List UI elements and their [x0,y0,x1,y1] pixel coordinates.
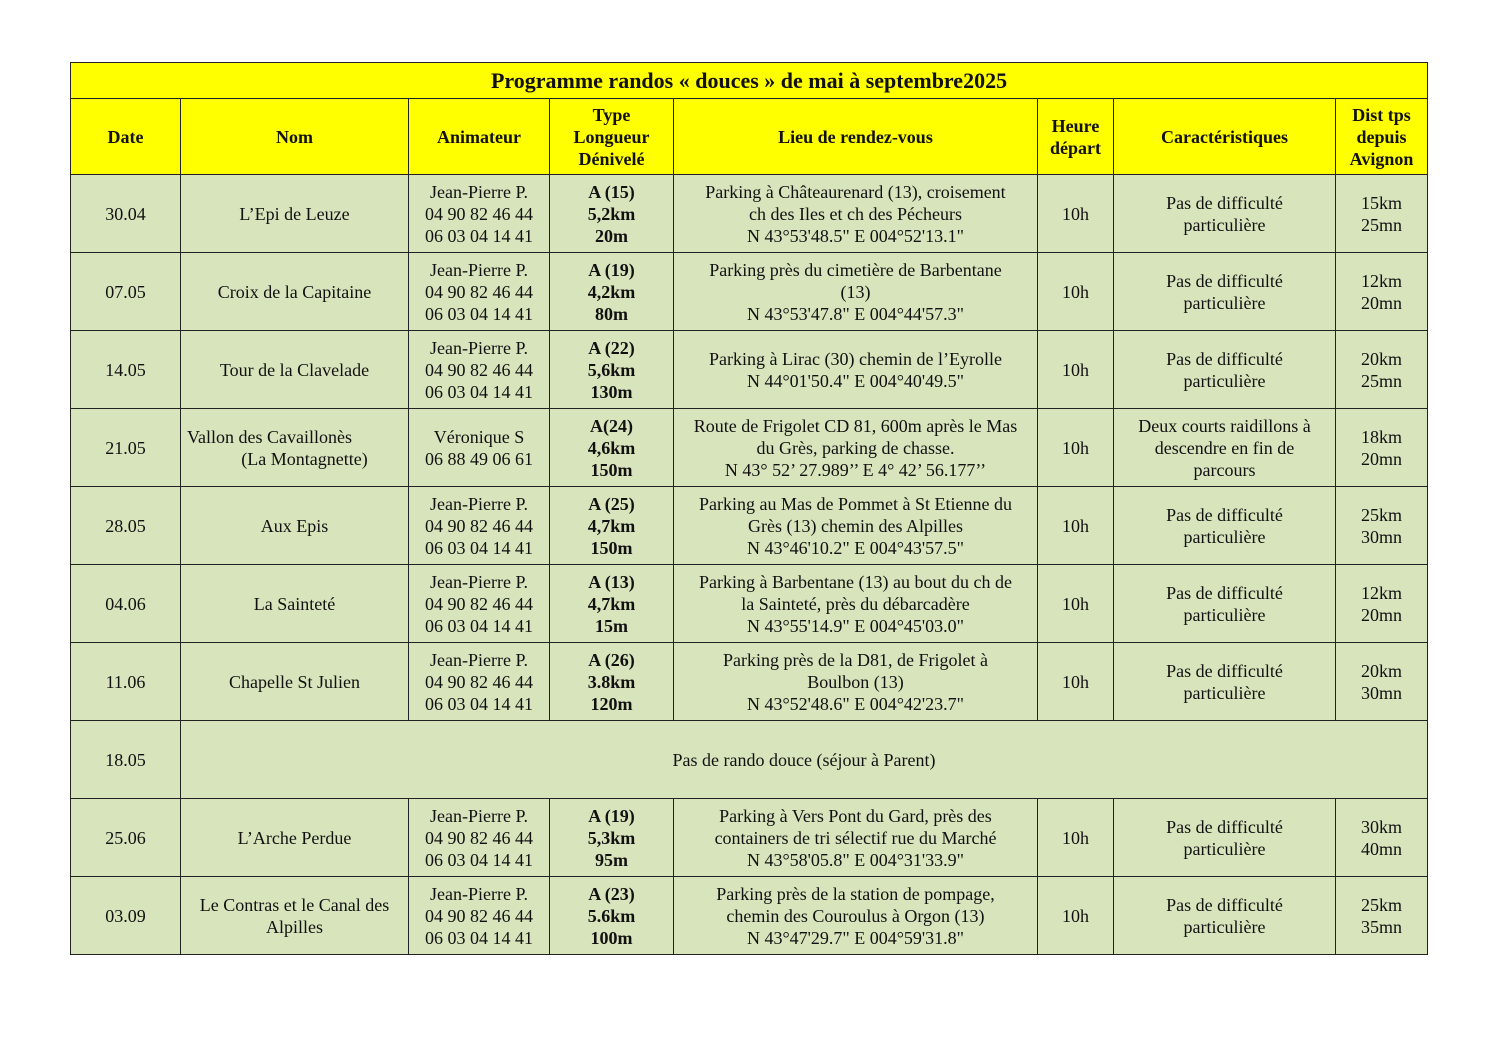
cell-lieu-line: N 44°01'50.4" E 004°40'49.5" [746,370,965,391]
cell-animateur-line: 06 03 04 14 41 [425,615,533,636]
cell-type-line: A(24) [590,415,633,436]
cell-type-line: A (23) [588,883,635,904]
cell-animateur-line: Jean-Pierre P. [430,259,528,280]
cell-date: 07.05 [71,253,181,331]
cell-animateur-line: Jean-Pierre P. [430,649,528,670]
header-heure-line: Heure [1051,115,1100,136]
cell-lieu-line: du Grès, parking de chasse. [756,437,955,458]
header-heure [1038,99,1114,175]
cell-type [550,487,674,565]
cell-caracteristiques [1114,565,1336,643]
header-nom: Nom [181,99,409,175]
cell-dist-line: 25mn [1361,370,1403,391]
table-row [71,331,1428,409]
cell-dist [1336,175,1428,253]
table-row [71,721,1428,799]
cell-lieu-line: N 43° 52’ 27.989’’ E 4° 42’ 56.177’’ [724,459,987,480]
cell-dist-line: 20mn [1361,448,1403,469]
header-dist-line: depuis [1356,126,1407,147]
cell-caracteristiques-line: Pas de difficulté [1166,660,1283,681]
cell-caracteristiques-line: particulière [1183,292,1266,313]
cell-dist-line: 25km [1361,894,1403,915]
cell-animateur [409,409,550,487]
cell-lieu-line: N 43°52'48.6" E 004°42'23.7" [746,693,965,714]
cell-animateur [409,565,550,643]
cell-lieu [674,565,1038,643]
cell-dist [1336,799,1428,877]
cell-lieu-line: N 43°53'47.8" E 004°44'57.3" [746,303,965,324]
cell-animateur-line: 06 03 04 14 41 [425,303,533,324]
cell-dist [1336,331,1428,409]
cell-date: 25.06 [71,799,181,877]
cell-lieu [674,643,1038,721]
cell-dist [1336,253,1428,331]
cell-date: 30.04 [71,175,181,253]
header-type-line: Longueur [573,126,650,147]
cell-merged-note: Pas de rando douce (séjour à Parent) [181,721,1428,799]
cell-animateur-line: 06 03 04 14 41 [425,225,533,246]
cell-nom-line: Alpilles [266,916,323,937]
cell-lieu-line: N 43°55'14.9" E 004°45'03.0" [746,615,965,636]
cell-dist-line: 18km [1361,426,1403,447]
table-row [71,643,1428,721]
cell-caracteristiques-line: particulière [1183,682,1266,703]
cell-type-line: A (26) [588,649,635,670]
cell-animateur [409,331,550,409]
cell-nom [181,253,409,331]
cell-caracteristiques-line: particulière [1183,604,1266,625]
table-row [71,253,1428,331]
cell-animateur-line: 06 03 04 14 41 [425,381,533,402]
cell-type-line: 100m [590,927,633,948]
cell-animateur-line: Jean-Pierre P. [430,493,528,514]
header-type-line: Type [592,104,631,125]
cell-animateur [409,643,550,721]
cell-nom [181,643,409,721]
header-date: Date [71,99,181,175]
cell-animateur-line: Véronique S [433,426,525,447]
cell-lieu-line: N 43°46'10.2" E 004°43'57.5" [746,537,965,558]
table-row [71,175,1428,253]
cell-heure: 10h [1038,799,1114,877]
cell-heure: 10h [1038,643,1114,721]
cell-nom [181,331,409,409]
cell-caracteristiques-line: Pas de difficulté [1166,582,1283,603]
cell-animateur-line: 06 03 04 14 41 [425,537,533,558]
cell-animateur [409,487,550,565]
cell-animateur-line: Jean-Pierre P. [430,337,528,358]
cell-type-line: A (13) [588,571,635,592]
cell-caracteristiques-line: Pas de difficulté [1166,504,1283,525]
cell-animateur-line: Jean-Pierre P. [430,883,528,904]
cell-caracteristiques [1114,175,1336,253]
cell-caracteristiques-line: particulière [1183,916,1266,937]
cell-type-line: A (19) [588,259,635,280]
cell-nom-line: Tour de la Clavelade [219,359,370,380]
cell-caracteristiques-line: Pas de difficulté [1166,816,1283,837]
cell-lieu-line: la Sainteté, près du débarcadère [741,593,970,614]
cell-lieu-line: Parking à Châteaurenard (13), croisement [705,181,1006,202]
cell-animateur [409,799,550,877]
cell-lieu-line: Parking près de la D81, de Frigolet à [723,649,988,670]
cell-lieu [674,487,1038,565]
cell-heure: 10h [1038,175,1114,253]
cell-nom [181,175,409,253]
cell-date: 28.05 [71,487,181,565]
cell-lieu-line: N 43°53'48.5" E 004°52'13.1" [746,225,965,246]
cell-animateur-line: 04 90 82 46 44 [425,515,533,536]
cell-caracteristiques-line: Pas de difficulté [1166,894,1283,915]
cell-caracteristiques-line: Deux courts raidillons à [1138,415,1311,436]
cell-date: 11.06 [71,643,181,721]
programme-table [70,62,1428,955]
cell-animateur-line: 06 03 04 14 41 [425,849,533,870]
cell-lieu-line: (13) [840,281,871,302]
cell-animateur-line: 04 90 82 46 44 [425,203,533,224]
cell-type-line: 5,2km [587,203,636,224]
cell-type-line: A (25) [588,493,635,514]
cell-lieu-line: containers de tri sélectif rue du Marché [714,827,997,848]
cell-type [550,409,674,487]
cell-dist-line: 25km [1361,504,1403,525]
cell-dist [1336,487,1428,565]
cell-heure: 10h [1038,487,1114,565]
cell-lieu-line: Parking au Mas de Pommet à St Etienne du [699,493,1012,514]
cell-nom-line: L’Arche Perdue [237,827,352,848]
cell-caracteristiques-line: Pas de difficulté [1166,192,1283,213]
cell-dist-line: 40mn [1361,838,1403,859]
header-heure-line: départ [1050,137,1101,158]
cell-caracteristiques-line: parcours [1193,459,1256,480]
cell-dist-line: 25mn [1361,214,1403,235]
cell-caracteristiques [1114,877,1336,955]
header-caracteristiques: Caractéristiques [1114,99,1336,175]
cell-lieu-line: Grès (13) chemin des Alpilles [748,515,963,536]
cell-lieu-line: Parking près du cimetière de Barbentane [709,259,1002,280]
table-row [71,877,1428,955]
cell-lieu [674,175,1038,253]
cell-type-line: 5.6km [587,905,636,926]
cell-type-line: 4,6km [587,437,636,458]
header-type-line: Dénivelé [578,148,645,169]
cell-animateur-line: 06 03 04 14 41 [425,693,533,714]
cell-type-line: 120m [590,693,633,714]
table-title: Programme randos « douces » de mai à septembre2025 [71,63,1428,99]
table-row [71,409,1428,487]
cell-animateur-line: Jean-Pierre P. [430,571,528,592]
cell-nom-line: Croix de la Capitaine [217,281,372,302]
cell-type-line: A (19) [588,805,635,826]
cell-dist-line: 20mn [1361,604,1403,625]
cell-heure: 10h [1038,331,1114,409]
cell-caracteristiques [1114,409,1336,487]
cell-lieu-line: Parking à Barbentane (13) au bout du ch de [699,571,1012,592]
cell-caracteristiques [1114,253,1336,331]
table-row [71,799,1428,877]
cell-caracteristiques [1114,487,1336,565]
cell-dist [1336,877,1428,955]
cell-nom [181,565,409,643]
cell-dist-line: 12km [1361,582,1403,603]
cell-type-line: 95m [595,849,628,870]
cell-lieu [674,877,1038,955]
cell-lieu [674,799,1038,877]
cell-nom-line: Le Contras et le Canal des [199,894,390,915]
title-row [71,63,1428,99]
cell-dist-line: 20mn [1361,292,1403,313]
table-body [71,175,1428,955]
cell-animateur [409,175,550,253]
cell-caracteristiques-line: Pas de difficulté [1166,348,1283,369]
cell-type [550,565,674,643]
cell-type-line: 130m [590,381,633,402]
cell-caracteristiques [1114,331,1336,409]
cell-date: 21.05 [71,409,181,487]
header-type [550,99,674,175]
cell-animateur [409,253,550,331]
cell-type-line: 5,6km [587,359,636,380]
cell-dist [1336,565,1428,643]
cell-lieu-line: Boulbon (13) [807,671,904,692]
table-row [71,565,1428,643]
cell-animateur-line: Jean-Pierre P. [430,805,528,826]
cell-date: 14.05 [71,331,181,409]
cell-date: 03.09 [71,877,181,955]
cell-dist-line: 20km [1361,348,1403,369]
cell-lieu-line: N 43°58'05.8" E 004°31'33.9" [746,849,965,870]
cell-heure: 10h [1038,565,1114,643]
cell-nom-line: La Sainteté [253,593,336,614]
cell-lieu-line: Parking à Vers Pont du Gard, près des [719,805,992,826]
cell-animateur-line: 04 90 82 46 44 [425,359,533,380]
cell-caracteristiques-line: descendre en fin de [1154,437,1295,458]
cell-nom [181,487,409,565]
cell-animateur-line: 04 90 82 46 44 [425,281,533,302]
cell-type-line: 20m [595,225,628,246]
cell-nom-line: L’Epi de Leuze [239,203,350,224]
cell-nom-line: (La Montagnette) [241,448,368,469]
cell-animateur [409,877,550,955]
cell-type [550,175,674,253]
cell-type-line: 4,7km [587,593,636,614]
cell-type-line: 5,3km [587,827,636,848]
cell-lieu [674,253,1038,331]
cell-lieu-line: ch des Iles et ch des Pécheurs [749,203,962,224]
table-row [71,487,1428,565]
cell-nom-line: Vallon des Cavaillonès [187,426,352,447]
cell-caracteristiques-line: particulière [1183,370,1266,391]
cell-dist-line: 15km [1361,192,1403,213]
cell-animateur-line: 04 90 82 46 44 [425,593,533,614]
cell-date: 04.06 [71,565,181,643]
cell-type-line: 15m [595,615,628,636]
cell-animateur-line: 04 90 82 46 44 [425,827,533,848]
cell-lieu [674,331,1038,409]
header-dist-line: Avignon [1349,148,1414,169]
cell-dist-line: 35mn [1361,916,1403,937]
cell-dist [1336,409,1428,487]
cell-date: 18.05 [71,721,181,799]
cell-lieu-line: Parking à Lirac (30) chemin de l’Eyrolle [709,348,1002,369]
cell-type-line: A (22) [588,337,635,358]
cell-caracteristiques-line: Pas de difficulté [1166,270,1283,291]
header-dist [1336,99,1428,175]
header-row [71,99,1428,175]
cell-type [550,331,674,409]
cell-type [550,799,674,877]
header-animateur: Animateur [409,99,550,175]
cell-lieu-line: Route de Frigolet CD 81, 600m après le Mas [693,415,1018,436]
cell-lieu-line: Parking près de la station de pompage, [716,883,995,904]
cell-animateur-line: 06 03 04 14 41 [425,927,533,948]
cell-animateur-line: Jean-Pierre P. [430,181,528,202]
cell-heure: 10h [1038,877,1114,955]
cell-nom [181,799,409,877]
cell-type [550,253,674,331]
cell-lieu-line: chemin des Couroulus à Orgon (13) [726,905,985,926]
cell-type-line: 3.8km [587,671,636,692]
cell-caracteristiques [1114,643,1336,721]
cell-caracteristiques-line: particulière [1183,526,1266,547]
cell-caracteristiques-line: particulière [1183,214,1266,235]
cell-type-line: 150m [590,459,633,480]
cell-nom [181,877,409,955]
cell-type [550,877,674,955]
cell-lieu [674,409,1038,487]
cell-dist-line: 30mn [1361,682,1403,703]
cell-heure: 10h [1038,253,1114,331]
cell-dist-line: 20km [1361,660,1403,681]
cell-nom [181,409,409,487]
cell-type-line: 4,7km [587,515,636,536]
cell-dist-line: 30mn [1361,526,1403,547]
cell-dist [1336,643,1428,721]
cell-caracteristiques-line: particulière [1183,838,1266,859]
header-lieu: Lieu de rendez-vous [674,99,1038,175]
cell-dist-line: 30km [1361,816,1403,837]
cell-type-line: 80m [595,303,628,324]
cell-type [550,643,674,721]
cell-lieu-line: N 43°47'29.7" E 004°59'31.8" [746,927,965,948]
cell-type-line: 150m [590,537,633,558]
cell-dist-line: 12km [1361,270,1403,291]
cell-heure: 10h [1038,409,1114,487]
cell-animateur-line: 06 88 49 06 61 [425,448,533,469]
cell-animateur-line: 04 90 82 46 44 [425,671,533,692]
cell-type-line: A (15) [588,181,635,202]
cell-animateur-line: 04 90 82 46 44 [425,905,533,926]
cell-type-line: 4,2km [587,281,636,302]
cell-caracteristiques [1114,799,1336,877]
header-dist-line: Dist tps [1352,104,1411,125]
cell-nom-line: Aux Epis [260,515,329,536]
cell-nom-line: Chapelle St Julien [229,671,360,692]
